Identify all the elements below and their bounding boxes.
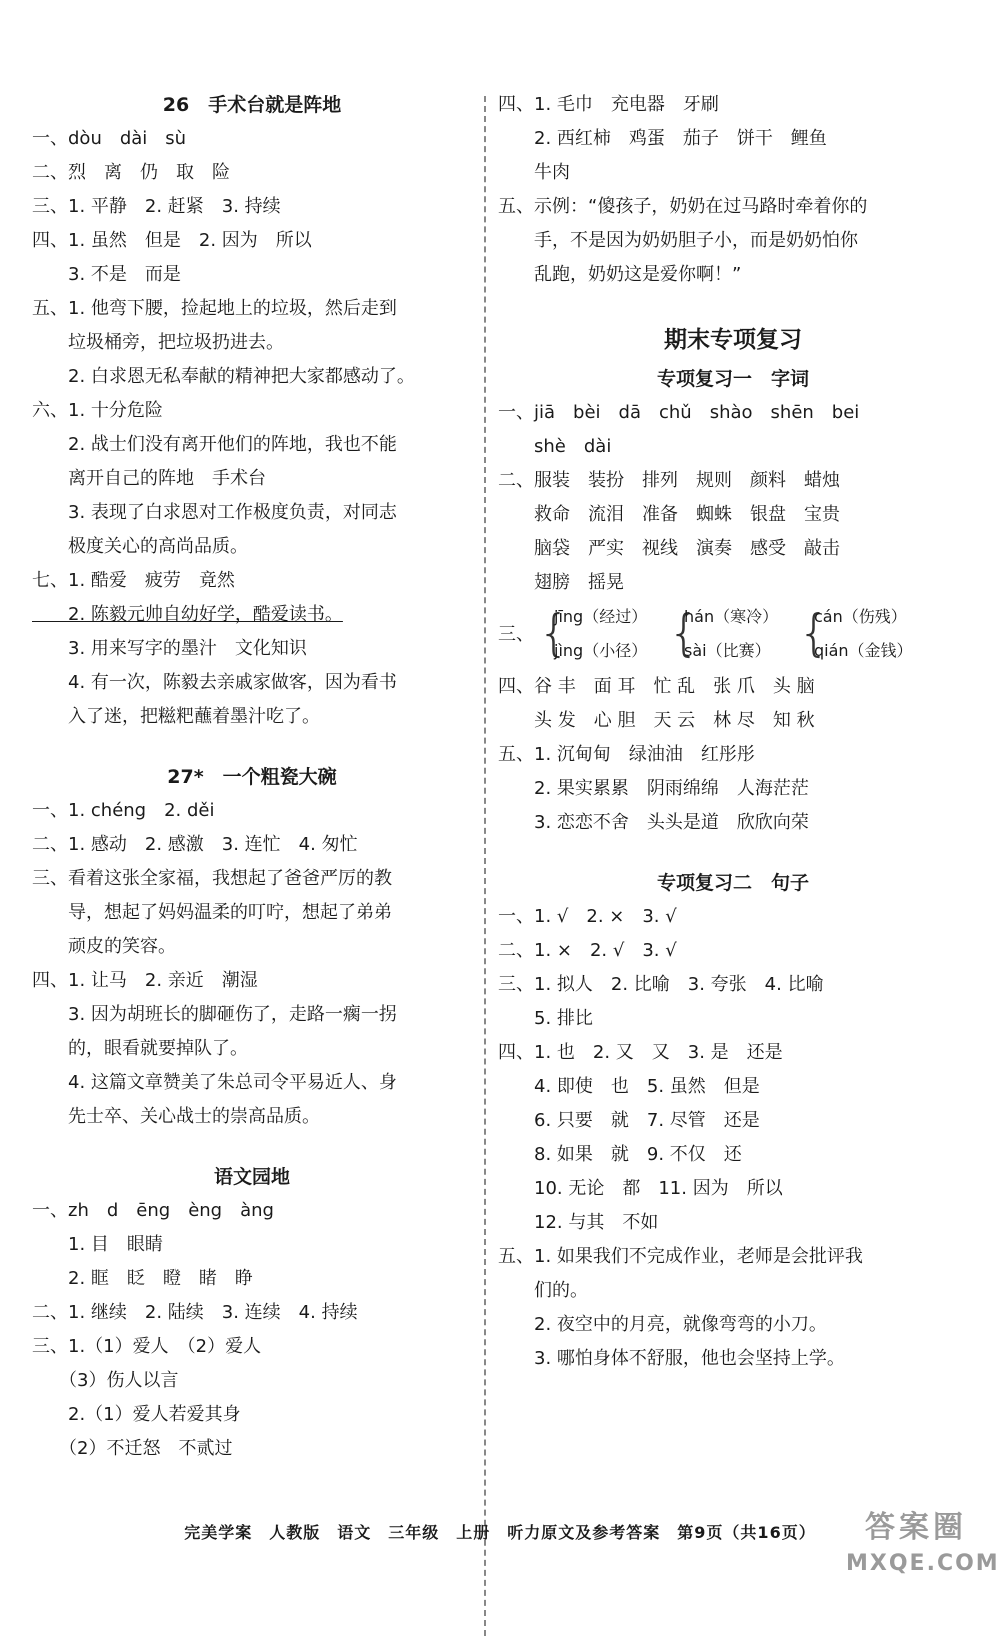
answer-line: 救命 流泪 准备 蜘蛛 银盘 宝贵 [498,504,840,525]
answer-line: 一、zh d ēng èng àng [32,1200,274,1221]
section-gap [32,1134,472,1160]
answer-line: 导，想起了妈妈温柔的叮咛，想起了弟弟 [32,902,392,923]
answer-line: 三、看着这张全家福，我想起了爸爸严厉的教 [32,868,392,889]
answer-line: 顽皮的笑容。 [32,936,176,957]
section-title: 语文园地 [213,1166,290,1188]
watermark-text: 答案圈 [865,1510,967,1545]
answer-line: 2.（1）爱人若爱其身 [32,1404,241,1425]
answer-line: 乱跑，奶奶这是爱你啊！” [498,264,742,285]
answer-line: 六、1. 十分危险 [32,400,163,421]
answer-line: 一、1. chéng 2. děi [32,800,215,821]
answer-line: 二、1. 感动 2. 感激 3. 连忙 4. 匆忙 [32,834,358,855]
section-title: 专项复习二 句子 [656,872,809,894]
answer-line: 3. 不是 而是 [32,264,181,285]
section-gap [498,292,968,318]
answer-line: 牛肉 [498,162,570,183]
answer-line: 手，不是因为奶奶胆子小，而是奶奶怕你 [498,230,858,251]
answer-line: （3）伤人以言 [32,1370,179,1391]
answer-line: 2. 眶 眨 瞪 睹 睁 [32,1268,253,1289]
brace-answer-row [498,600,968,670]
watermark-logo [846,1506,1000,1586]
answer-line: 四、1. 毛巾 充电器 牙刷 [498,94,719,115]
answer-line: （2）不迁怒 不贰过 [32,1438,233,1459]
pinyin-entry: qián（金钱） [814,641,913,660]
answer-line: 2. 白求恩无私奉献的精神把大家都感动了。 [32,366,415,387]
watermark-url: MXQE.COM [846,1551,1000,1576]
answer-line: 2. 西红柿 鸡蛋 茄子 饼干 鲤鱼 [498,128,827,149]
answer-line: 二、烈 离 仍 取 险 [32,162,230,183]
section-title: 专项复习一 字词 [656,368,809,390]
answer-line: 三、1. 拟人 2. 比喻 3. 夸张 4. 比喻 [498,974,824,995]
section-gap [498,840,968,866]
answer-line: 极度关心的高尚品质。 [32,536,248,557]
answer-line: 三、1.（1）爱人 （2）爱人 [32,1336,262,1357]
answer-line: 2. 战士们没有离开他们的阵地，我也不能 [32,434,397,455]
answer-line: 先士卒、关心战士的崇高品质。 [32,1106,320,1127]
answer-line: 离开自己的阵地 手术台 [32,468,266,489]
answer-line: 12. 与其 不如 [498,1212,659,1233]
answer-line: 四、1. 虽然 但是 2. 因为 所以 [32,230,312,251]
answer-line: 们的。 [498,1280,588,1301]
column-divider [484,96,486,1636]
answer-line: 3. 恋恋不舍 头头是道 欣欣向荣 [498,812,809,833]
answer-line: shè dài [498,436,612,457]
answer-line: 4. 即使 也 5. 虽然 但是 [498,1076,760,1097]
answer-line [32,598,472,632]
answer-line: 2. 夜空中的月亮，就像弯弯的小刀。 [498,1314,827,1335]
answer-line: 一、dòu dài sù [32,128,187,149]
pinyin-entry: cán（伤残） [814,607,907,626]
answer-line: 3. 表现了白求恩对工作极度负责，对同志 [32,502,397,523]
answer-line: 4. 这篇文章赞美了朱总司令平易近人、身 [32,1072,397,1093]
answer-line: 垃圾桶旁，把垃圾扔进去。 [32,332,284,353]
answer-line: 4. 有一次，陈毅去亲戚家做客，因为看书 [32,672,397,693]
answer-line: 四、1. 也 2. 又 又 3. 是 还是 [498,1042,783,1063]
section-title: 期末专项复习 [664,327,802,353]
left-column [32,88,472,1466]
answer-line: 四、谷 丰 面 耳 忙 乱 张 爪 头 脑 [498,676,815,697]
answer-line: 8. 如果 就 9. 不仅 还 [498,1144,742,1165]
right-column [498,88,968,1376]
answer-line: 脑袋 严实 视线 演奏 感受 敲击 [498,538,840,559]
answer-line: 五、1. 如果我们不完成作业，老师是会批评我 [498,1246,863,1267]
answer-line: 10. 无论 都 11. 因为 所以 [498,1178,783,1199]
answer-line: 头 发 心 胆 天 云 林 尽 知 秋 [498,710,815,731]
pinyin-entry: jīng（经过） [554,607,648,626]
underlined-text: 2. 陈毅元帅自幼好学，酷爱读书。 [32,604,343,625]
section-gap [32,734,472,760]
answer-line: 3. 哪怕身体不舒服，他也会坚持上学。 [498,1348,845,1369]
answer-line: 的，眼看就要掉队了。 [32,1038,248,1059]
answer-line: 五、示例：“傻孩子，奶奶在过马路时牵着你的 [498,196,868,217]
pinyin-entry: hán（寒冷） [684,607,779,626]
answer-line: 2. 果实累累 阴雨绵绵 人海茫茫 [498,778,809,799]
answer-line: 五、1. 沉甸甸 绿油油 红彤彤 [498,744,755,765]
pinyin-entry: jìng（小径） [554,641,648,660]
brace-icon: { [538,604,570,662]
answer-line: 6. 只要 就 7. 尽管 还是 [498,1110,760,1131]
section-title: 27* 一个粗瓷大碗 [167,766,337,788]
page-footer: 完美学案 人教版 语文 三年级 上册 听力原文及参考答案 第9页（共16页） [184,1523,816,1542]
answer-line: 3. 因为胡班长的脚砸伤了，走路一瘸一拐 [32,1004,397,1025]
question-number: 三、 [498,624,534,645]
answer-line: 二、1. 继续 2. 陆续 3. 连续 4. 持续 [32,1302,358,1323]
answer-line: 一、jiā bèi dā chǔ shào shēn bei [498,402,860,423]
answer-line: 五、1. 他弯下腰，捡起地上的垃圾，然后走到 [32,298,397,319]
answer-line: 一、1. √ 2. × 3. √ [498,906,677,927]
brace-icon: { [798,604,830,662]
answer-line: 二、1. × 2. √ 3. √ [498,940,677,961]
brace-icon: { [668,604,700,662]
answer-line: 1. 目 眼睛 [32,1234,163,1255]
answer-line: 翅膀 摇晃 [498,572,624,593]
answer-line: 七、1. 酷爱 疲劳 竟然 [32,570,235,591]
answer-line: 入了迷，把糍粑蘸着墨汁吃了。 [32,706,320,727]
answer-line: 三、1. 平静 2. 赶紧 3. 持续 [32,196,281,217]
answer-line: 二、服装 装扮 排列 规则 颜料 蜡烛 [498,470,840,491]
answer-line: 3. 用来写字的墨汁 文化知识 [32,638,307,659]
answer-line: 5. 排比 [498,1008,593,1029]
pinyin-entry: sài（比赛） [684,641,771,660]
section-title: 26 手术台就是阵地 [162,94,342,116]
answer-line: 四、1. 让马 2. 亲近 潮湿 [32,970,258,991]
